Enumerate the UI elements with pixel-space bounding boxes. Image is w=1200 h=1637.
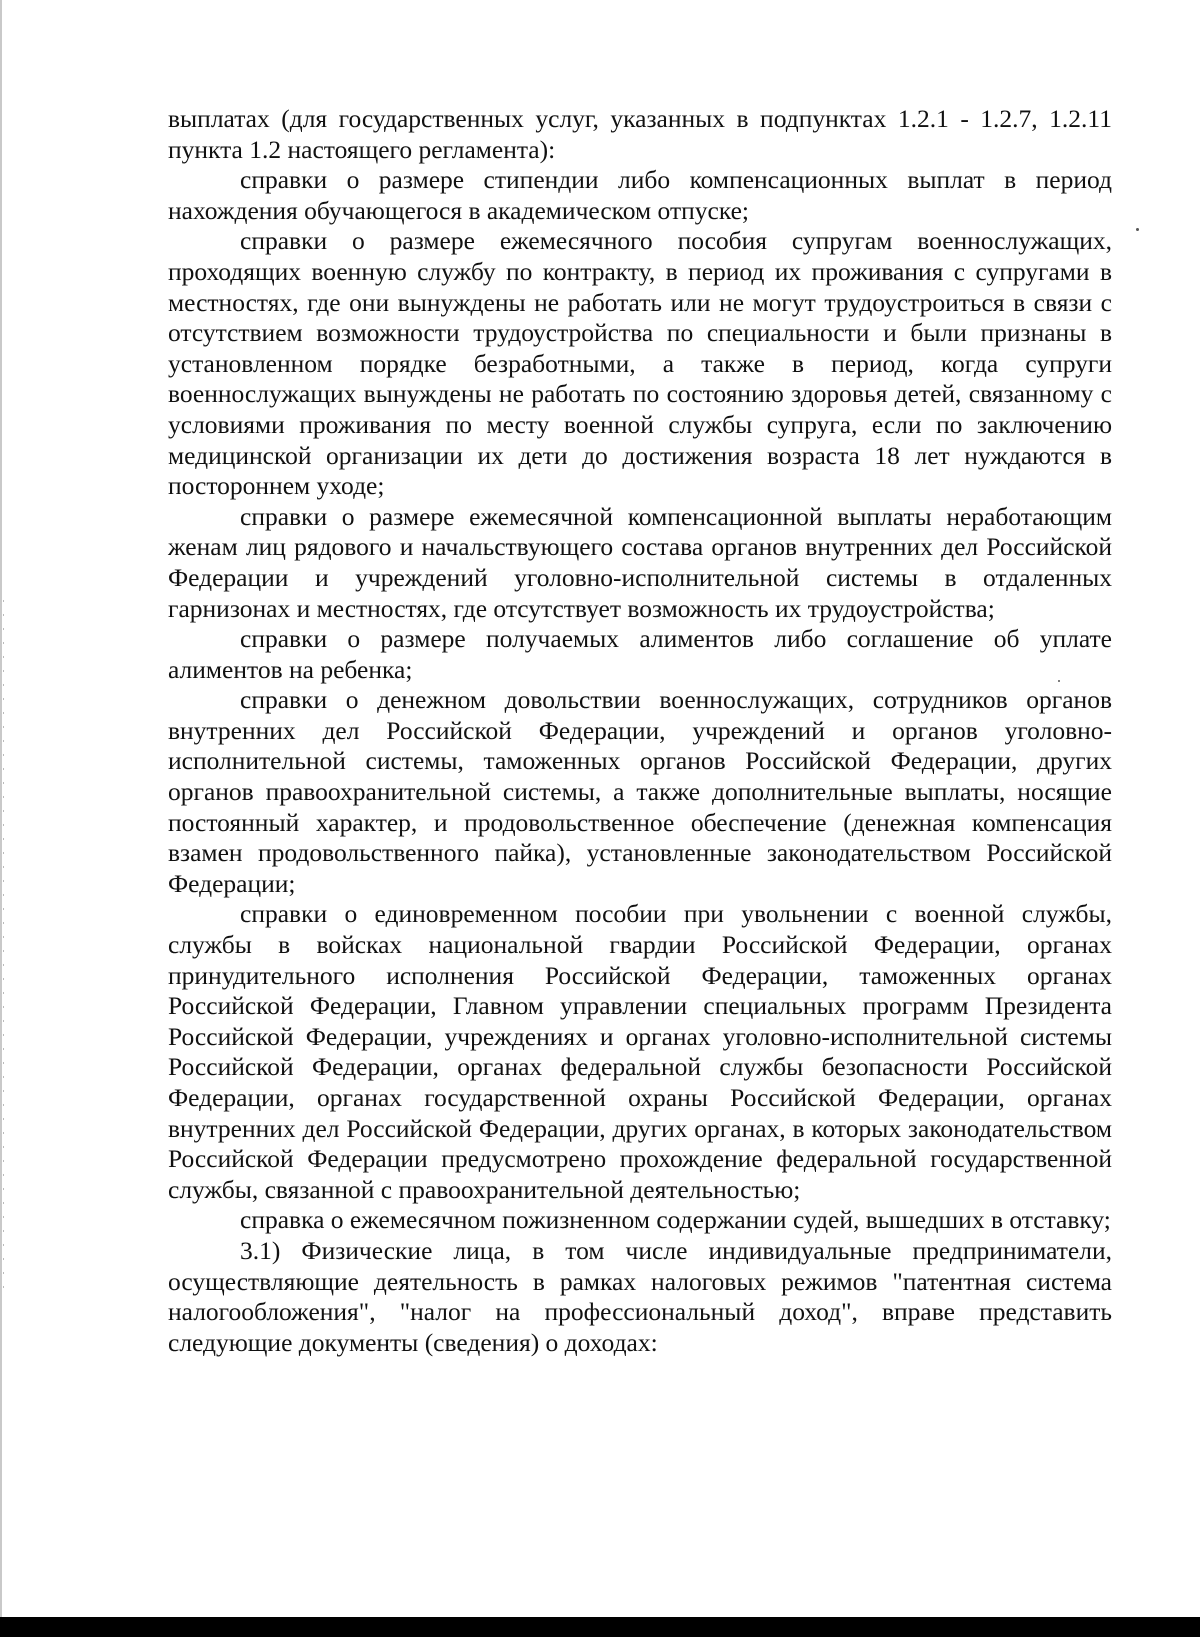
paragraph-section-3-1: 3.1) Физические лица, в том числе индивидуальные предприниматели, осуществляющие деятельность в рамках налоговых режимов "патентная система налогообложения", "налог на профессиональный доход", вправе представить следующие документы (сведения) о доходах: [168,1235,1112,1357]
paragraph-lump-sum-benefit: справки о единовременном пособии при увольнении с военной службы, службы в войсках национальной гвардии Российской Федерации, органах принудительного исполнения Российской Федерации, таможенных органах Российской Федерации, Главном управлении специальных программ Президента Российской Федерации, учреждениях и органах уголовно-исполнительной системы Российской Федерации, органах федеральной службы безопасности Российской Федерации, органах государственной охраны Российской Федерации, органах внутренних дел Российской Федерации, других органах, в которых законодательством Российской Федерации предусмотрено прохождение федеральной государственной службы, связанной с правоохранительной деятельностью; [168,899,1112,1204]
scan-bottom-bar [0,1617,1200,1637]
scan-left-edge [0,0,2,1637]
paragraph-stipend: справки о размере стипендии либо компенсационных выплат в период нахождения обучающегося в академическом отпуске; [168,165,1112,225]
document-page [168,104,1112,1358]
paragraph-intro: выплатах (для государственных услуг, указанных в подпунктах 1.2.1 - 1.2.7, 1.2.11 пункта 1.2 настоящего регламента): [168,104,1112,164]
paragraph-military-spouse-allowance: справки о размере ежемесячного пособия супругам военнослужащих, проходящих военную службу по контракту, в период их проживания с супругами в местностях, где они вынуждены не работать или не могут трудоустроиться в связи с отсутствием возможности трудоустройства по специальности и были признаны в установленном порядке безработными, а также в период, когда супруги военнослужащих вынуждены не работать по состоянию здоровья детей, связанному с условиями проживания по месту военной службы супруга, если по заключению медицинской организации их дети до достижения возраста 18 лет нуждаются в постороннем уходе; [168,226,1112,501]
paragraph-judges-maintenance: справка о ежемесячном пожизненном содержании судей, вышедших в отставку; [240,1205,1111,1235]
scan-speck [1136,228,1139,231]
scan-left-artifacts [3,600,4,1300]
paragraph-alimony: справки о размере получаемых алиментов либо соглашение об уплате алиментов на ребенка; [168,624,1112,684]
paragraph-monetary-allowance: справки о денежном довольствии военнослужащих, сотрудников органов внутренних дел Российской Федерации, учреждений и органов уголовно-исполнительной системы, таможенных органов Российской Федерации, других органов правоохранительной системы, а также дополнительные выплаты, носящие постоянный характер, и продовольственное обеспечение (денежная компенсация взамен продовольственного пайка), установленные законодательством Российской Федерации; [168,685,1112,898]
paragraph-compensation-payment: справки о размере ежемесячной компенсационной выплаты неработающим женам лиц рядового и начальствующего состава органов внутренних дел Российской Федерации и учреждений уголовно-исполнительной системы в отдаленных гарнизонах и местностях, где отсутствует возможность их трудоустройства; [168,501,1112,623]
